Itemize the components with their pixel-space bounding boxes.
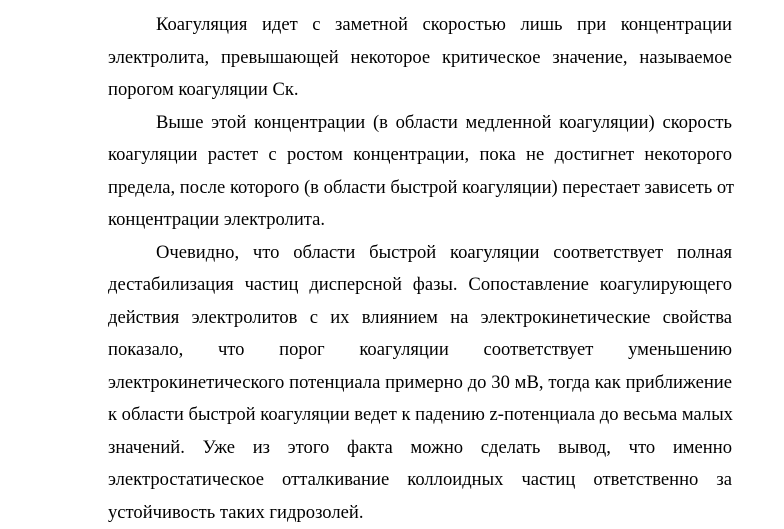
paragraph-line: значений. Уже из этого факта можно сделать вывод, что именно bbox=[108, 432, 732, 465]
paragraph-line: порогом коагуляции Ск. bbox=[108, 74, 732, 107]
paragraph-line: Коагуляция идет с заметной скоростью лишь при концентрации bbox=[108, 9, 732, 42]
paragraph-line: Выше этой концентрации (в области медленной коагуляции) скорость bbox=[108, 107, 732, 140]
paragraph-fast-coagulation bbox=[108, 237, 732, 529]
paragraph-line: показало, что порог коагуляции соответствует уменьшению bbox=[108, 334, 732, 367]
paragraph-line: коагуляции растет с ростом концентрации, пока не достигнет некоторого bbox=[108, 139, 732, 172]
paragraph-line: предела, после которого (в области быстрой коагуляции) перестает зависеть от bbox=[108, 172, 732, 205]
paragraph-line: Очевидно, что области быстрой коагуляции соответствует полная bbox=[108, 237, 732, 270]
paragraph-line: концентрации электролита. bbox=[108, 204, 732, 237]
paragraph-line: дестабилизация частиц дисперсной фазы. Сопоставление коагулирующего bbox=[108, 269, 732, 302]
paragraph-coagulation-threshold bbox=[108, 9, 732, 107]
paragraph-line: электролита, превышающей некоторое критическое значение, называемое bbox=[108, 42, 732, 75]
paragraph-line: к области быстрой коагуляции ведет к падению z-потенциала до весьма малых bbox=[108, 399, 732, 432]
document-page bbox=[108, 9, 732, 529]
paragraph-line: электростатическое отталкивание коллоидных частиц ответственно за bbox=[108, 464, 732, 497]
paragraph-line: электрокинетического потенциала примерно до 30 мВ, тогда как приближение bbox=[108, 367, 732, 400]
paragraph-line: устойчивость таких гидрозолей. bbox=[108, 497, 732, 529]
paragraph-slow-coagulation bbox=[108, 107, 732, 237]
paragraph-line: действия электролитов с их влиянием на электрокинетические свойства bbox=[108, 302, 732, 335]
